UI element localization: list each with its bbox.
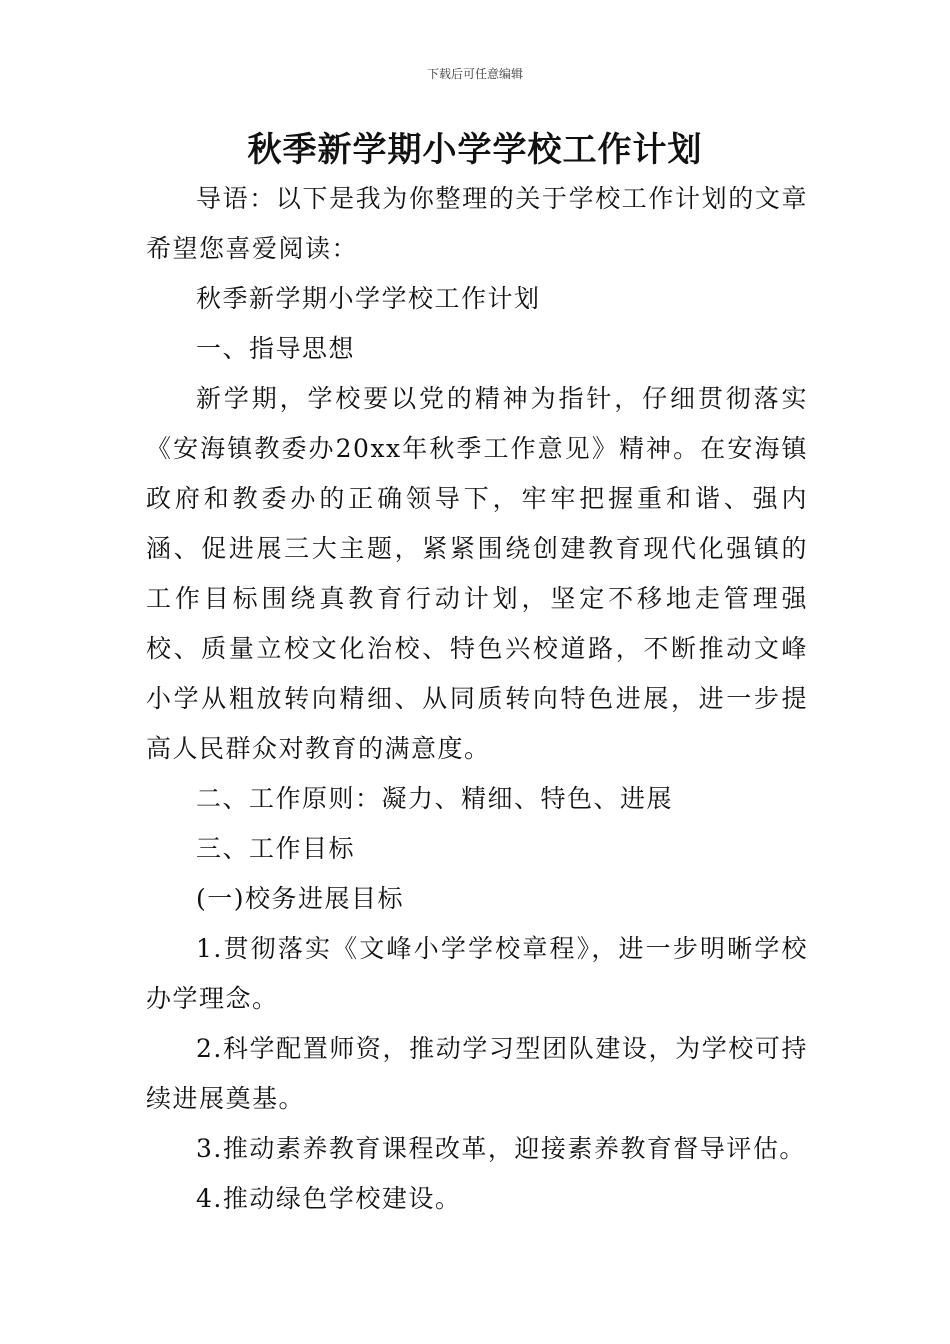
body-paragraph: 新学期，学校要以党的精神为指针，仔细贯彻落实《安海镇教委办20xx年秋季工作意见》精神。在安海镇政府和教委办的正确领导下，牢牢把握重和谐、强内涵、促进展三大主题，紧紧围绕创建教育现代化强镇的工作目标围绕真教育行动计划，坚定不移地走管理强校、质量立校文化治校、特色兴校道路，不断推动文峰小学从粗放转向精细、从同质转向特色进展，进一步提高人民群众对教育的满意度。 — [146, 384, 808, 763]
document-title: 秋季新学期小学学校工作计划 — [247, 130, 703, 170]
subsection-heading: (一)校务进展目标 — [196, 884, 405, 913]
list-item: 4.推动绿色学校建设。 — [196, 1184, 462, 1213]
section-heading: 一、指导思想 — [196, 334, 356, 363]
header-note: 下载后可任意编辑 — [426, 67, 523, 81]
list-item: 1.贯彻落实《文峰小学学校章程》，进一步明晰学校办学理念。 — [146, 934, 808, 1013]
subtitle-paragraph: 秋季新学期小学学校工作计划 — [196, 284, 541, 313]
list-item: 2.科学配置师资，推动学习型团队建设，为学校可持续进展奠基。 — [146, 1034, 808, 1113]
section-heading: 二、工作原则：凝力、精细、特色、进展 — [196, 784, 674, 813]
list-item: 3.推动素养教育课程改革，迎接素养教育督导评估。 — [196, 1134, 806, 1163]
intro-paragraph: 导语：以下是我为你整理的关于学校工作计划的文章希望您喜爱阅读： — [146, 184, 808, 263]
section-heading: 三、工作目标 — [196, 834, 356, 863]
document-body — [146, 174, 808, 1224]
